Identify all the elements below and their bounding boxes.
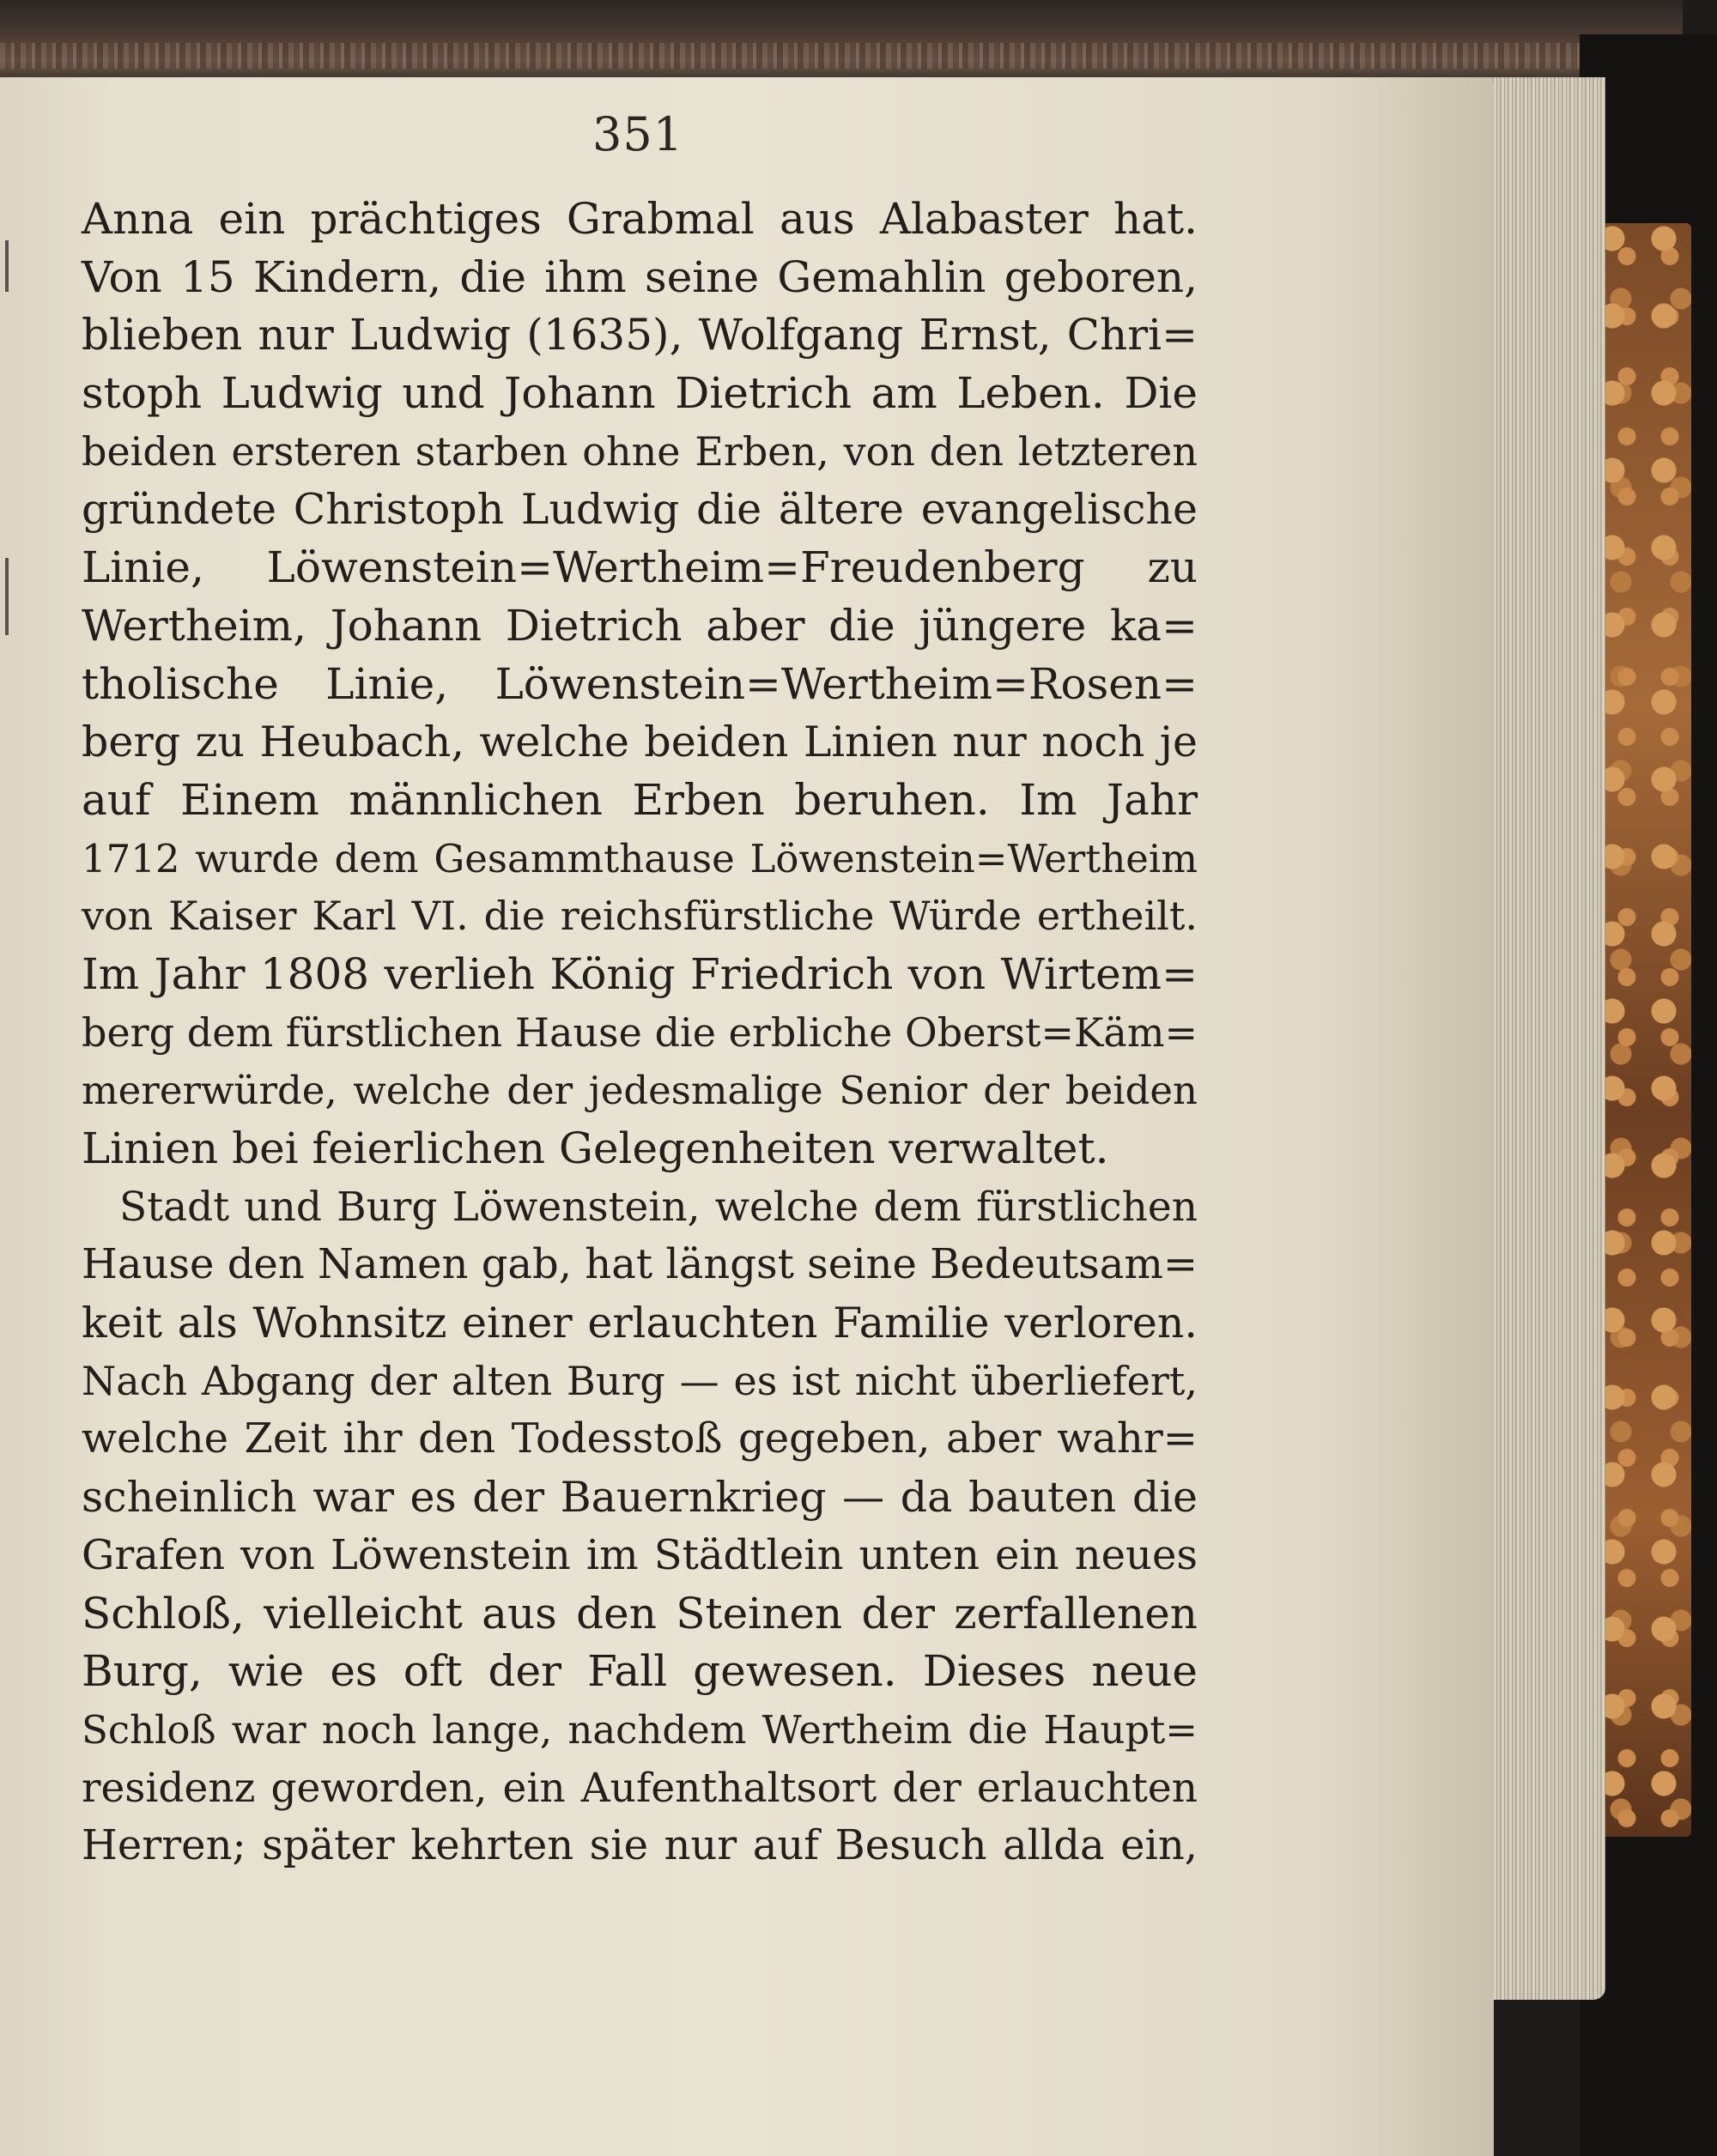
text-line: 1712 wurde dem Gesammthause Löwenstein=Wertheim <box>82 835 1198 881</box>
text-line: berg zu Heubach, welche beiden Linien nur noch je <box>82 718 1198 767</box>
text-line: Wertheim, Johann Dietrich aber die jüngere ka= <box>82 600 1198 651</box>
text-line: Hause den Namen gab, hat längst seine Bedeutsam= <box>82 1240 1198 1289</box>
text-line: Stadt und Burg Löwenstein, welche dem fürstlichen <box>119 1183 1198 1231</box>
text-line: residenz geworden, ein Aufenthaltsort der erlauchten <box>82 1764 1198 1812</box>
text-line: Schloß war noch lange, nachdem Wertheim die Haupt= <box>82 1706 1198 1753</box>
text-line: scheinlich war es der Bauernkrieg — da bauten die <box>82 1473 1198 1523</box>
text-line: auf Einem männlichen Erben beruhen. Im Jahr <box>82 774 1198 825</box>
text-line: Von 15 Kindern, die ihm seine Gemahlin geboren, <box>82 251 1198 302</box>
text-line: Schloß, vielleicht aus den Steinen der zerfallenen <box>82 1588 1198 1638</box>
text-line: Nach Abgang der alten Burg — es ist nicht überliefert, <box>82 1357 1198 1404</box>
text-line: beiden ersteren starben ohne Erben, von den letzteren <box>82 427 1198 475</box>
marbled-cover-edge <box>1597 223 1691 1837</box>
text-line: blieben nur Ludwig (1635), Wolfgang Ernst, Chri= <box>82 310 1198 360</box>
text-line: Burg, wie es oft der Fall gewesen. Dieses neue <box>82 1646 1198 1697</box>
text-line: mererwürde, welche der jedesmalige Senior der beiden <box>82 1068 1198 1114</box>
book-top-edge <box>0 0 1683 82</box>
page-number: 351 <box>592 107 684 161</box>
text-line: Im Jahr 1808 verlieh König Friedrich von Wirtem= <box>82 948 1198 999</box>
text-line: gründete Christoph Ludwig die ältere evangelische <box>82 485 1198 535</box>
text-line: Grafen von Löwenstein im Städtlein unten ein neues <box>82 1530 1198 1579</box>
margin-mark <box>5 558 9 635</box>
text-line: stoph Ludwig und Johann Dietrich am Leben. Die <box>82 368 1198 419</box>
text-line: berg dem fürstlichen Hause die erbliche Oberst=Käm= <box>82 1008 1198 1056</box>
margin-mark <box>5 240 9 292</box>
text-line: Linie, Löwenstein=Wertheim=Freudenberg zu <box>82 542 1198 593</box>
text-line: keit als Wohnsitz einer erlauchten Familie verloren. <box>82 1299 1198 1348</box>
text-line: welche Zeit ihr den Todesstoß gegeben, aber wahr= <box>82 1414 1198 1463</box>
text-line: Linien bei feierlichen Gelegenheiten verwaltet. <box>82 1123 1109 1173</box>
text-line: Anna ein prächtiges Grabmal aus Alabaster hat. <box>82 194 1198 244</box>
text-line: von Kaiser Karl VI. die reichsfürstliche Würde ertheilt. <box>82 893 1198 940</box>
text-line: tholische Linie, Löwenstein=Wertheim=Rosen= <box>82 658 1198 709</box>
text-line: Herren; später kehrten sie nur auf Besuch allda ein, <box>82 1821 1198 1870</box>
body-text <box>82 191 1198 1875</box>
